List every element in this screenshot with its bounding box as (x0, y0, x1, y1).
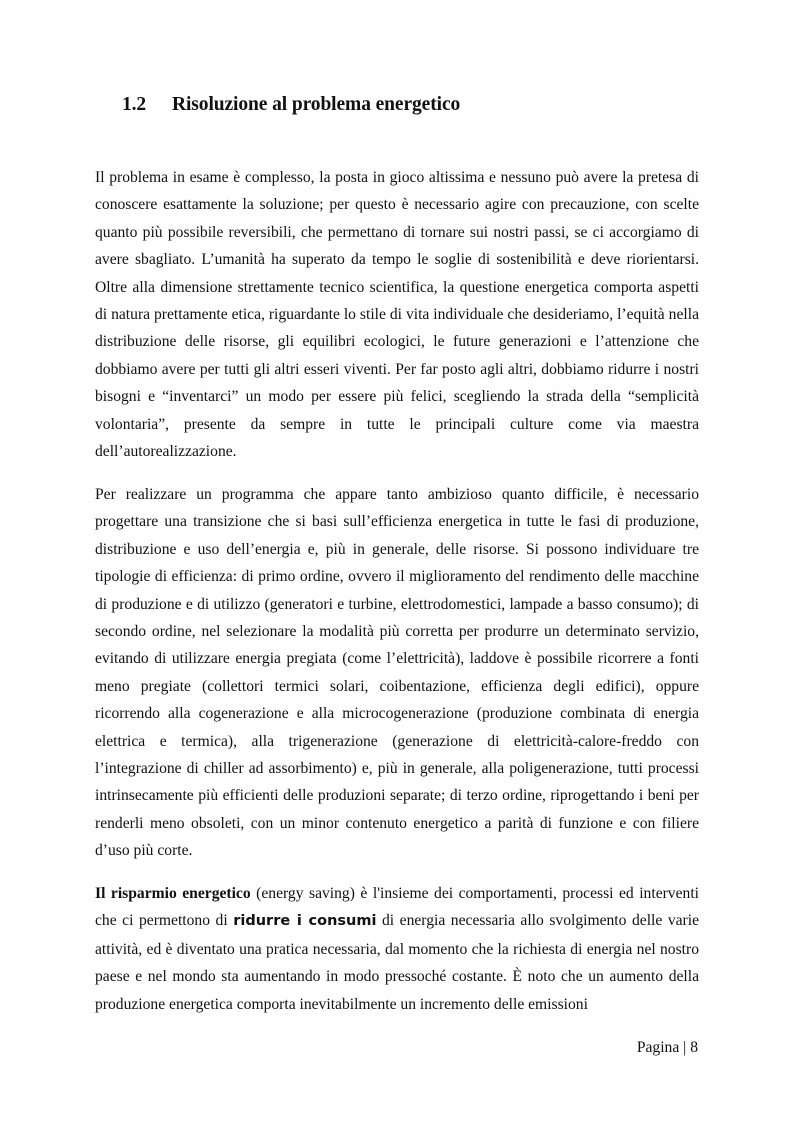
paragraph-3-text-b: di energia necessaria allo svolgimento delle varie attività, ed è diventato una pratica necessaria, dal momento che la richiesta di energia nel nostro paese e nel mondo sta aumentando in modo pressoché costante. È noto che un aumento della produzione energetica comporta inevitabilmente un incremento delle emissioni (95, 912, 699, 1013)
section-number: 1.2 (122, 94, 147, 115)
paragraph-3-bold-mid: ridurre i consumi (233, 913, 377, 930)
paragraph-2: Per realizzare un programma che appare tanto ambizioso quanto difficile, è necessario progettare una transizione che si basi sull’efficienza energetica in tutte le fasi di produzione, distribuzione e uso dell’energia e, più in generale, delle risorse. Si possono individuare tre tipologie di efficienza: di primo ordine, ovvero il miglioramento del rendimento delle macchine di produzione e di utilizzo (generatori e turbine, elettrodomestici, lampade a basso consumo); di secondo ordine, nel selezionare la modalità più corretta per produrre un determinato servizio, evitando di utilizzare energia pregiata (come l’elettricità), laddove è possibile ricorrere a fonti meno pregiate (collettori termici solari, coibentazione, efficienza degli edifici), oppure ricorrendo alla cogenerazione e alla microcogenerazione (produzione combinata di energia elettrica e termica), alla trigenerazione (generazione di elettricità-calore-freddo con l’integrazione di chiller ad assorbimento) e, più in generale, alla poligenerazione, tutti processi intrinsecamente più efficienti delle produzioni separate; di terzo ordine, riprogettando i beni per renderli meno obsoleti, con un minor contenuto energetico a parità di funzione e con filiere d’uso più corte. (95, 486, 699, 860)
paragraph-3 (95, 880, 699, 1018)
paragraph-1: Il problema in esame è complesso, la posta in gioco altissima e nessuno può avere la pretesa di conoscere esattamente la soluzione; per questo è necessario agire con precauzione, con scelte quanto più possibile reversibili, che permettano di tornare sui nostri passi, se ci accorgiamo di avere sbagliato. L’umanità ha superato da tempo le soglie di sostenibilità e deve riorientarsi. Oltre alla dimensione strettamente tecnico scientifica, la questione energetica comporta aspetti di natura prettamente etica, riguardante lo stile di vita individuale che desideriamo, l’equità nella distribuzione delle risorse, gli equilibri ecologici, le future generazioni e l’attenzione che dobbiamo avere per tutti gli altri esseri viventi. Per far posto agli altri, dobbiamo ridurre i nostri bisogni e “inventarci” un modo per essere più felici, scegliendo la strada della “semplicità volontaria”, presente da sempre in tutte le principali culture come via maestra dell’autorealizzazione. (95, 169, 699, 461)
paragraph-3-text-a: (energy saving) è l'insieme dei comportamenti, processi ed interventi che ci permettono di (95, 885, 699, 930)
paragraph-3-bold-lead: Il risparmio energetico (95, 885, 251, 902)
section-title: Risoluzione al problema energetico (172, 94, 461, 115)
page-number-footer: Pagina | 8 (636, 1039, 698, 1056)
section-heading (122, 94, 460, 116)
